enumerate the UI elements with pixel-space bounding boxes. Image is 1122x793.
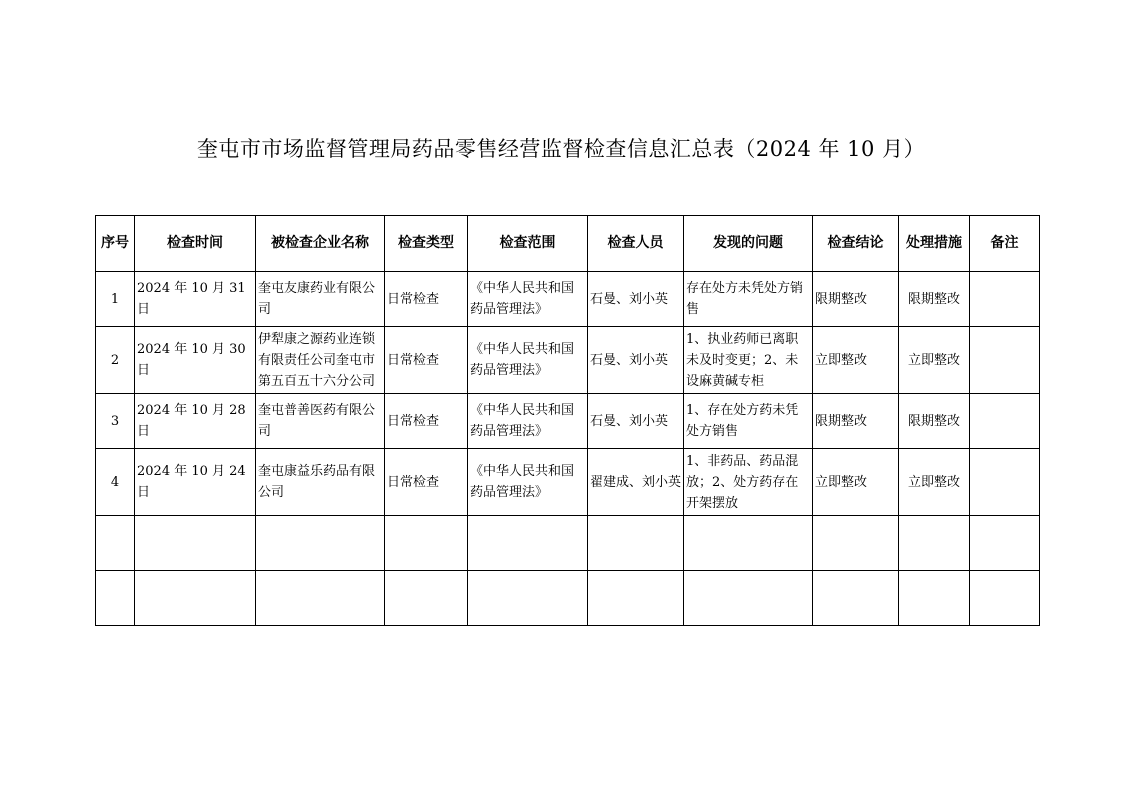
header-no: 序号	[96, 216, 135, 272]
cell-company: 伊犁康之源药业连锁有限责任公司奎屯市第五百五十六分公司	[256, 327, 385, 394]
table-header-row	[96, 216, 1040, 272]
table-row	[96, 449, 1040, 516]
empty-cell	[813, 516, 899, 571]
empty-cell	[813, 571, 899, 626]
cell-conclusion: 立即整改	[813, 327, 899, 394]
cell-scope: 《中华人民共和国药品管理法》	[468, 272, 588, 327]
empty-cell	[96, 571, 135, 626]
empty-row	[96, 516, 1040, 571]
cell-measure: 立即整改	[899, 449, 970, 516]
cell-date: 2024 年 10 月 24 日	[135, 449, 256, 516]
cell-company: 奎屯友康药业有限公司	[256, 272, 385, 327]
empty-cell	[588, 516, 684, 571]
empty-cell	[468, 516, 588, 571]
table-row	[96, 394, 1040, 449]
cell-inspectors: 石曼、刘小英	[588, 394, 684, 449]
cell-measure: 立即整改	[899, 327, 970, 394]
cell-measure: 限期整改	[899, 394, 970, 449]
cell-no: 1	[96, 272, 135, 327]
empty-cell	[135, 571, 256, 626]
cell-type: 日常检查	[385, 327, 468, 394]
cell-type: 日常检查	[385, 272, 468, 327]
cell-remark	[970, 449, 1040, 516]
empty-cell	[385, 516, 468, 571]
empty-cell	[684, 516, 813, 571]
header-company: 被检查企业名称	[256, 216, 385, 272]
header-issues: 发现的问题	[684, 216, 813, 272]
cell-issues: 1、执业药师已离职未及时变更；2、未设麻黄碱专柜	[684, 327, 813, 394]
empty-cell	[899, 571, 970, 626]
header-measure: 处理措施	[899, 216, 970, 272]
empty-cell	[385, 571, 468, 626]
header-conclusion: 检查结论	[813, 216, 899, 272]
cell-scope: 《中华人民共和国药品管理法》	[468, 394, 588, 449]
empty-cell	[468, 571, 588, 626]
empty-cell	[899, 516, 970, 571]
cell-conclusion: 立即整改	[813, 449, 899, 516]
header-scope: 检查范围	[468, 216, 588, 272]
empty-cell	[256, 516, 385, 571]
empty-cell	[970, 516, 1040, 571]
empty-cell	[135, 516, 256, 571]
empty-row	[96, 571, 1040, 626]
cell-remark	[970, 394, 1040, 449]
empty-cell	[970, 571, 1040, 626]
cell-scope: 《中华人民共和国药品管理法》	[468, 449, 588, 516]
cell-inspectors: 翟建成、刘小英	[588, 449, 684, 516]
cell-date: 2024 年 10 月 31 日	[135, 272, 256, 327]
cell-company: 奎屯康益乐药品有限公司	[256, 449, 385, 516]
cell-issues: 存在处方未凭处方销售	[684, 272, 813, 327]
cell-date: 2024 年 10 月 28 日	[135, 394, 256, 449]
table-row	[96, 272, 1040, 327]
cell-no: 2	[96, 327, 135, 394]
cell-date: 2024 年 10 月 30 日	[135, 327, 256, 394]
cell-company: 奎屯普善医药有限公司	[256, 394, 385, 449]
cell-measure: 限期整改	[899, 272, 970, 327]
cell-no: 4	[96, 449, 135, 516]
header-inspectors: 检查人员	[588, 216, 684, 272]
inspection-table	[95, 215, 1040, 626]
cell-inspectors: 石曼、刘小英	[588, 272, 684, 327]
empty-cell	[588, 571, 684, 626]
empty-cell	[256, 571, 385, 626]
cell-no: 3	[96, 394, 135, 449]
page-title: 奎屯市市场监督管理局药品零售经营监督检查信息汇总表（2024 年 10 月）	[196, 137, 926, 161]
cell-scope: 《中华人民共和国药品管理法》	[468, 327, 588, 394]
header-type: 检查类型	[385, 216, 468, 272]
cell-type: 日常检查	[385, 449, 468, 516]
empty-cell	[96, 516, 135, 571]
empty-cell	[684, 571, 813, 626]
header-remark: 备注	[970, 216, 1040, 272]
header-date: 检查时间	[135, 216, 256, 272]
table-row	[96, 327, 1040, 394]
cell-conclusion: 限期整改	[813, 272, 899, 327]
cell-inspectors: 石曼、刘小英	[588, 327, 684, 394]
cell-type: 日常检查	[385, 394, 468, 449]
cell-remark	[970, 272, 1040, 327]
cell-remark	[970, 327, 1040, 394]
cell-conclusion: 限期整改	[813, 394, 899, 449]
cell-issues: 1、存在处方药未凭处方销售	[684, 394, 813, 449]
cell-issues: 1、非药品、药品混放；2、处方药存在开架摆放	[684, 449, 813, 516]
